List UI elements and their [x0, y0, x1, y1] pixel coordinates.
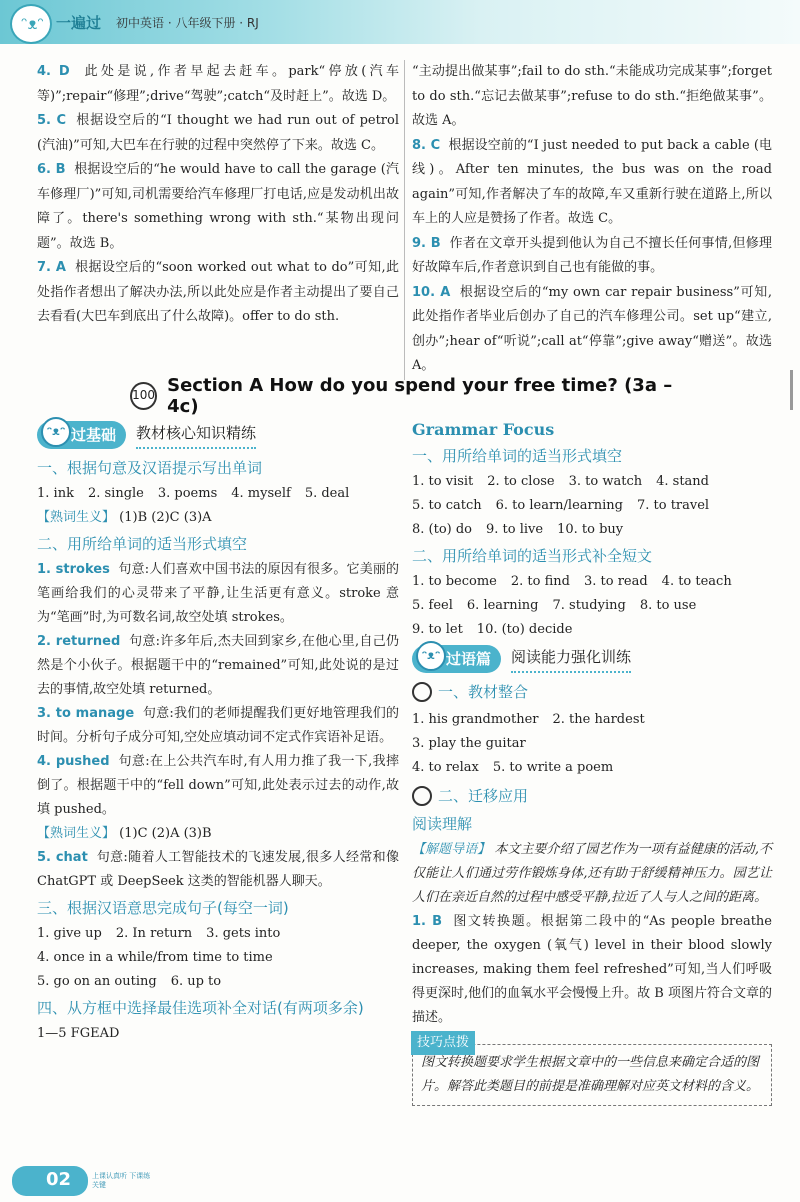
answer-item: 6. B 根据设空后的“he would have to call the garage (汽车修理厂)”可知,司机需要给汽车修理厂打电话,应是发动机出故障了。there's something wrong with sth.“某物出现问题”。故选 B。 [37, 162, 400, 251]
mascot-logo-icon: ᵔᴥᵔ [10, 4, 52, 44]
flower-icon [412, 682, 432, 702]
exercise-heading: 三、根据汉语意思完成句子(每空一词) [37, 899, 289, 917]
section-banner [130, 375, 690, 417]
answer-item: 2. returned 句意:许多年后,杰夫回到家乡,在他心里,自己仍然是个小伙子。根据题干中的“remained”可知,此处说的是过去的事情,故空处填 returned。 [37, 634, 400, 697]
answer-item: 3. to manage 句意:我们的老师提醒我们更好地管理我们的时间。分析句子成分可知,空处应填动词不定式作宾语补足语。 [37, 706, 400, 745]
ribbon-tag: ᵔᴥᵔ 过语篇 [412, 645, 501, 673]
subsection-heading: 二、迁移应用 [412, 784, 772, 808]
answer-row: 5. to catch 6. to learn/learning 7. to travel [412, 498, 710, 513]
right-top-column [412, 60, 772, 379]
answer-row: 5. feel 6. learning 7. studying 8. to use [412, 598, 697, 613]
footer-note: 上课认真听 下课练关键 [92, 1172, 151, 1189]
answer-row: 8. (to) do 9. to live 10. to buy [412, 522, 624, 537]
exercise-heading: 一、根据句意及汉语提示写出单词 [37, 459, 263, 477]
badge-100-icon: 100 [130, 382, 157, 410]
answer-item: 10. A 根据设空后的“my own car repair business”可知,此处指作者毕业后创办了自己的汽车修理公司。set up“建立,创办”;hear of“听说”;call at“停靠”;give away“赠送”。故选 A。 [412, 284, 772, 373]
exercise-heading: 二、用所给单词的适当形式补全短文 [412, 547, 653, 565]
tip-text: 图文转换题要求学生根据文章中的一些信息来确定合适的图片。解答此类题目的前提是准确理解对应英文材料的含义。 [421, 1055, 760, 1094]
brand-name: 一遍过 [56, 14, 102, 32]
page-header [0, 0, 800, 44]
answer-row: 4. once in a while/from time to time [37, 950, 273, 965]
subsection-heading: 一、教材整合 [412, 680, 772, 704]
answer-item: 1. strokes 句意:人们喜欢中国书法的原因有很多。它美丽的笔画给我们的心灵带来了平静,让生活更有意义。stroke 意为“笔画”时,为可数名词,故空处填 strokes。 [37, 562, 399, 625]
page-number: 02 [46, 1169, 72, 1190]
grammar-focus-title: Grammar Focus [412, 420, 555, 439]
reading-title: 阅读理解 [412, 815, 473, 833]
answer-row: 1. to visit 2. to close 3. to watch 4. stand [412, 474, 710, 489]
answer-row: 9. to let 10. (to) decide [412, 622, 573, 637]
answer-item: 7. A 根据设空后的“soon worked out what to do”可知,此处指作者想出了解决办法,所以此处应是作者主动提出了要自己去看看(大巴车到底出了什么故障)。offer to do sth. [37, 260, 400, 324]
extra-meaning: 【熟词生义】 (1)C (2)A (3)B [37, 826, 212, 841]
left-top-column [37, 60, 399, 330]
mascot-icon: ᵔᴥᵔ [41, 417, 71, 447]
guide-paragraph: 【解题导语】 本文主要介绍了园艺作为一项有益健康的活动,不仅能让人们通过劳作锻炼身体,还有助于舒缓精神压力。园艺让人们在亲近自然的过程中感受平静,拉近了人与人之间的距离。 [412, 842, 772, 905]
ribbon-subtitle: 阅读能力强化训练 [511, 645, 631, 673]
exercise-heading: 一、用所给单词的适当形式填空 [412, 447, 623, 465]
answer-item: 8. C 根据设空前的“I just needed to put back a cable (电线)。After ten minutes, the bus was on the road again”可知,作者解决了车的故障,车又重新行驶在道路上,所以车上的人应是赞扬了作者。故选 C。 [412, 137, 772, 226]
answer-row: 1—5 FGEAD [37, 1026, 120, 1041]
answer-row: 5. go on an outing 6. up to [37, 974, 222, 989]
answer-row: 4. to relax 5. to write a poem [412, 760, 614, 775]
ribbon-reading [412, 644, 772, 674]
ribbon-tag: ᵔᴥᵔ 过基础 [37, 421, 126, 449]
exercise-heading: 四、从方框中选择最佳选项补全对话(有两项多余) [37, 999, 364, 1017]
column-divider [404, 60, 405, 380]
answer-row: 1. ink 2. single 3. poems 4. myself 5. deal [37, 486, 350, 501]
section-title: Section A How do you spend your free time? (3a – 4c) [167, 375, 673, 417]
tip-label: 技巧点拨 [411, 1031, 475, 1055]
answer-row: 1. his grandmother 2. the hardest 3. play the guitar [412, 712, 645, 751]
answer-item: 1. B 图文转换题。根据第二段中的“As people breathe deeper, the oxygen (氧气) level in their blood slowly increases, making them feel refreshed”可知,当人们呼吸得更深时,他们的血氧水平会慢慢上升。故 B 项图片符合文章的描述。 [412, 914, 773, 1025]
mascot-icon: ᵔᴥᵔ [416, 641, 446, 671]
left-main-column [37, 418, 399, 1046]
ribbon-subtitle: 教材核心知识精练 [136, 421, 256, 449]
answer-item: 4. pushed 句意:在上公共汽车时,有人用力推了我一下,我摔倒了。根据题干中的“fell down”可知,此处表示过去的动作,故填 pushed。 [37, 754, 399, 817]
extra-meaning: 【熟词生义】 (1)B (2)C (3)A [37, 510, 212, 525]
book-title: 初中英语 · 八年级下册 · RJ [116, 16, 259, 30]
answer-row: 1. give up 2. In return 3. gets into [37, 926, 281, 941]
flower-icon [412, 786, 432, 806]
right-main-column [412, 418, 772, 1106]
page-footer [12, 1166, 151, 1198]
answer-item: 5. chat 句意:随着人工智能技术的飞速发展,很多人经常和像 ChatGPT 或 DeepSeek 这类的智能机器人聊天。 [37, 850, 400, 889]
tip-box [412, 1035, 772, 1106]
answer-item: “主动提出做某事”;fail to do sth.“未能成功完成某事”;forget to do sth.“忘记去做某事”;refuse to do sth.“拒绝做某事”。故选 A。 [412, 64, 772, 128]
answer-item: 4. D 此处是说,作者早起去赶车。park“停放(汽车等)”;repair“修理”;drive“驾驶”;catch“及时赶上”。故选 D。 [37, 64, 400, 104]
answer-row: 1. to become 2. to find 3. to read 4. to teach [412, 574, 732, 589]
answer-item: 9. B 作者在文章开头提到他认为自己不擅长任何事情,但修理好故障车后,作者意识到自己也有能做的事。 [412, 235, 772, 275]
edge-mark [790, 370, 793, 410]
answer-item: 5. C 根据设空后的“I thought we had run out of petrol (汽油)”可知,大巴车在行驶的过程中突然停了下来。故选 C。 [37, 113, 400, 153]
exercise-heading: 二、用所给单词的适当形式填空 [37, 535, 248, 553]
ribbon-basic [37, 420, 399, 450]
